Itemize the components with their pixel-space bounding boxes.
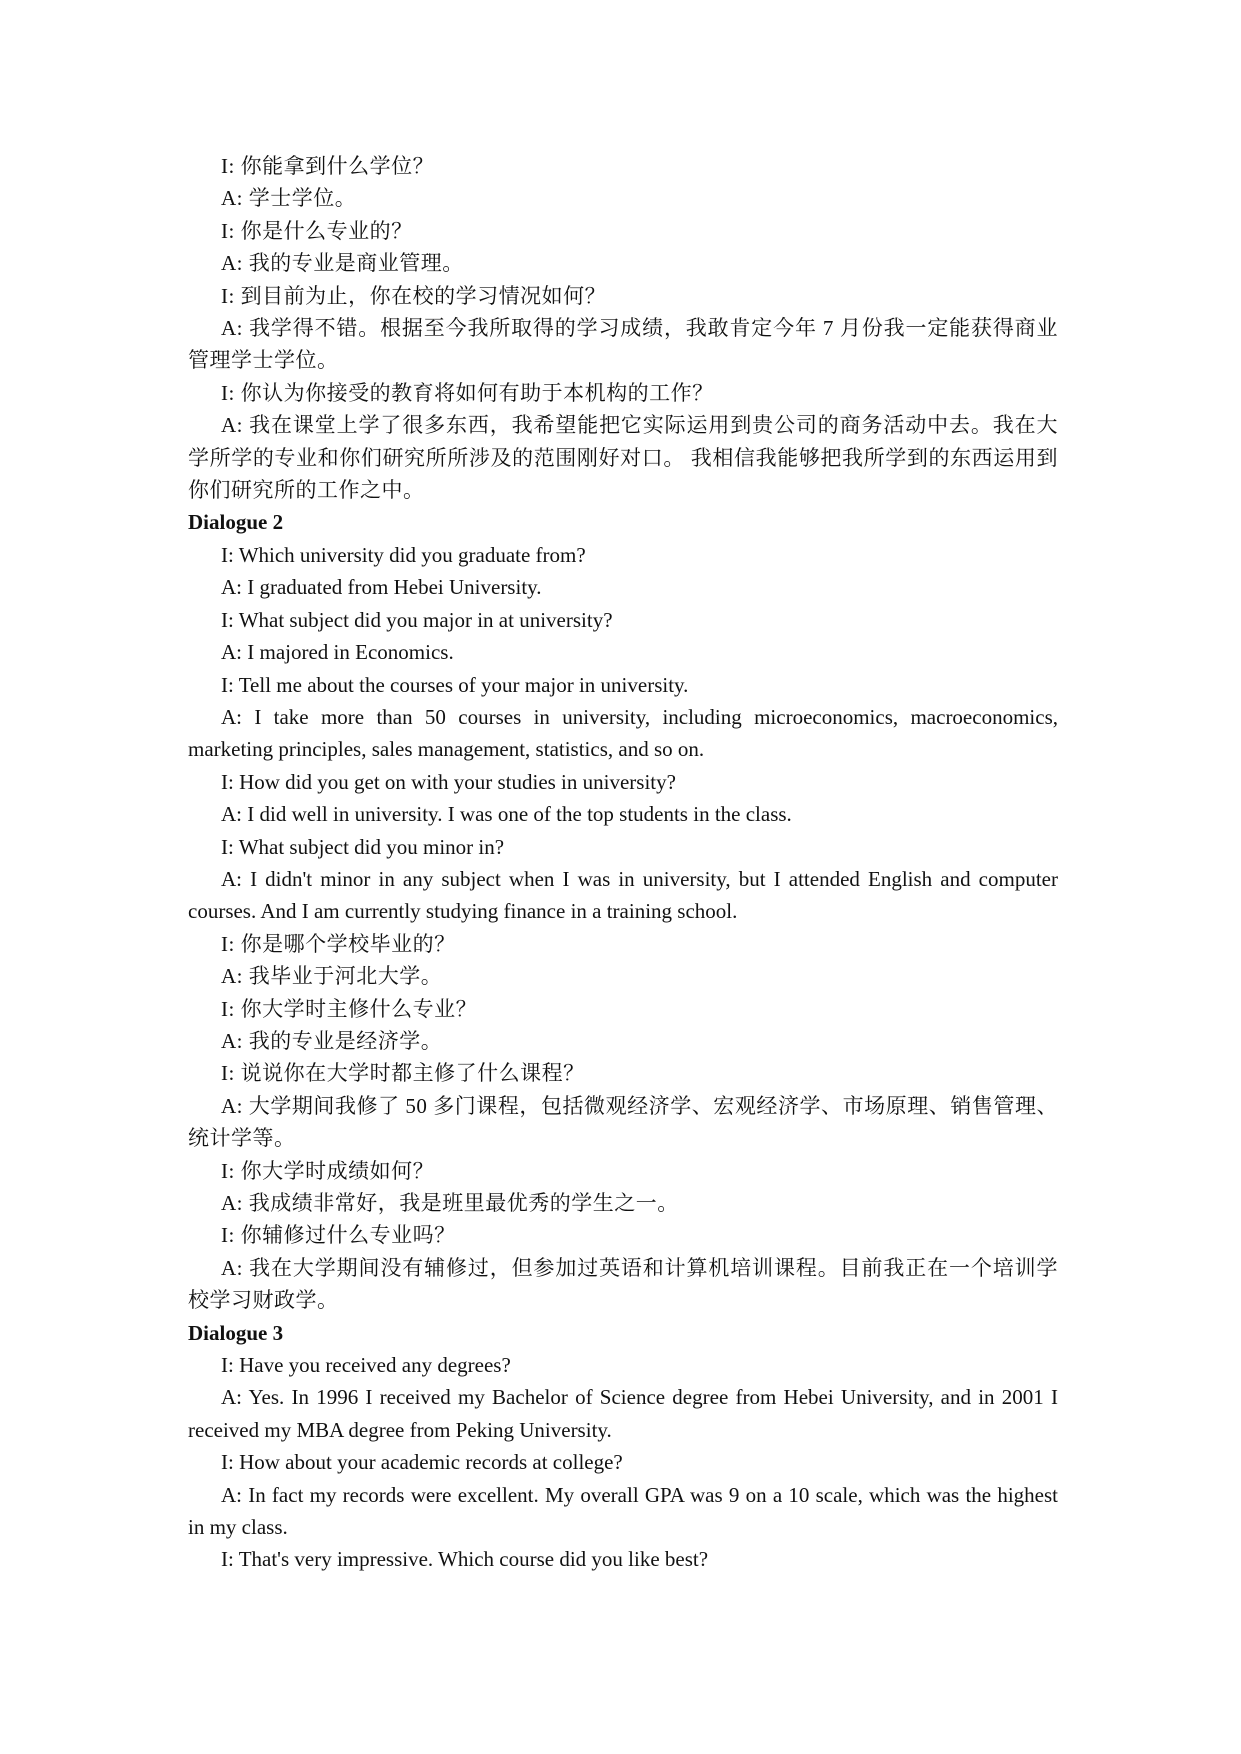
dialogue-line: A: I did well in university. I was one of the top students in the class. — [221, 802, 792, 827]
dialogue-line: A: Yes. In 1996 I received my Bachelor of Science degree from Hebei University, and in 2001 I received my MBA degree from Peking University. — [188, 1385, 1058, 1442]
dialogue-line: I: How did you get on with your studies in university? — [221, 769, 676, 794]
section-heading: Dialogue 2 — [188, 510, 284, 535]
dialogue-line: I: 你是哪个学校毕业的？ — [221, 931, 456, 956]
dialogue-line: I: What subject did you major in at university? — [221, 607, 613, 632]
dialogue-line: A: I didn't minor in any subject when I was in university, but I attended English and computer courses. And I am currently studying finance in a training school. — [188, 866, 1058, 924]
dialogue-line: I: What subject did you minor in? — [221, 834, 505, 859]
dialogue-line: I: How about your academic records at college? — [221, 1450, 623, 1475]
dialogue-line: A: I majored in Economics. — [221, 640, 454, 665]
dialogue-line: A: 我在大学期间没有辅修过，但参加过英语和计算机培训课程。目前我正在一个培训学校学习财政学。 — [188, 1255, 1058, 1313]
dialogue-line: I: 你辅修过什么专业吗？ — [221, 1223, 456, 1248]
dialogue-line: I: 你大学时成绩如何？ — [221, 1158, 435, 1183]
dialogue-line: A: 我成绩非常好，我是班里最优秀的学生之一。 — [221, 1191, 679, 1215]
dialogue-line: I: Have you received any degrees? — [221, 1353, 511, 1378]
dialogue-line: A: 大学期间我修了 50 多门课程，包括微观经济学、宏观经济学、市场原理、销售管理、统计学等。 — [188, 1093, 1058, 1151]
dialogue-line: A: I graduated from Hebei University. — [221, 575, 542, 600]
dialogue-line: I: 说说你在大学时都主修了什么课程？ — [221, 1061, 585, 1086]
dialogue-line: A: 我的专业是商业管理。 — [221, 251, 464, 276]
dialogue-line: A: 我的专业是经济学。 — [221, 1028, 443, 1053]
dialogue-line: I: 你是什么专业的？ — [221, 218, 413, 243]
section-heading: Dialogue 3 — [188, 1320, 284, 1345]
dialogue-line: A: 学士学位。 — [221, 186, 357, 211]
dialogue-line: A: 我毕业于河北大学。 — [221, 964, 443, 989]
dialogue-line: I: 你能拿到什么学位？ — [221, 154, 435, 178]
dialogue-line: I: Tell me about the courses of your major in university. — [221, 672, 689, 697]
dialogue-line: I: Which university did you graduate from? — [221, 542, 586, 567]
dialogue-line: I: That's very impressive. Which course did you like best? — [221, 1547, 709, 1572]
dialogue-line: I: 到目前为止，你在校的学习情况如何？ — [221, 283, 607, 308]
dialogue-line: A: 我学得不错。根据至今我所取得的学习成绩，我敢肯定今年 7 月份我一定能获得商业管理学士学位。 — [188, 316, 1058, 373]
dialogue-line: I: 你大学时主修什么专业？ — [221, 996, 478, 1021]
dialogue-line: A: I take more than 50 courses in university, including microeconomics, macroeconomics, marketing principles, sales management, statistics, and so on. — [188, 704, 1058, 762]
document-body — [188, 150, 1058, 1576]
dialogue-line: A: 我在课堂上学了很多东西，我希望能把它实际运用到贵公司的商务活动中去。我在大学所学的专业和你们研究所所涉及的范围刚好对口。 我相信我能够把我所学到的东西运用到你们研究所的工作之中。 — [188, 413, 1058, 503]
dialogue-line: I: 你认为你接受的教育将如何有助于本机构的工作？ — [221, 380, 714, 405]
dialogue-line: A: In fact my records were excellent. My overall GPA was 9 on a 10 scale, which was the highest in my class. — [188, 1482, 1058, 1540]
